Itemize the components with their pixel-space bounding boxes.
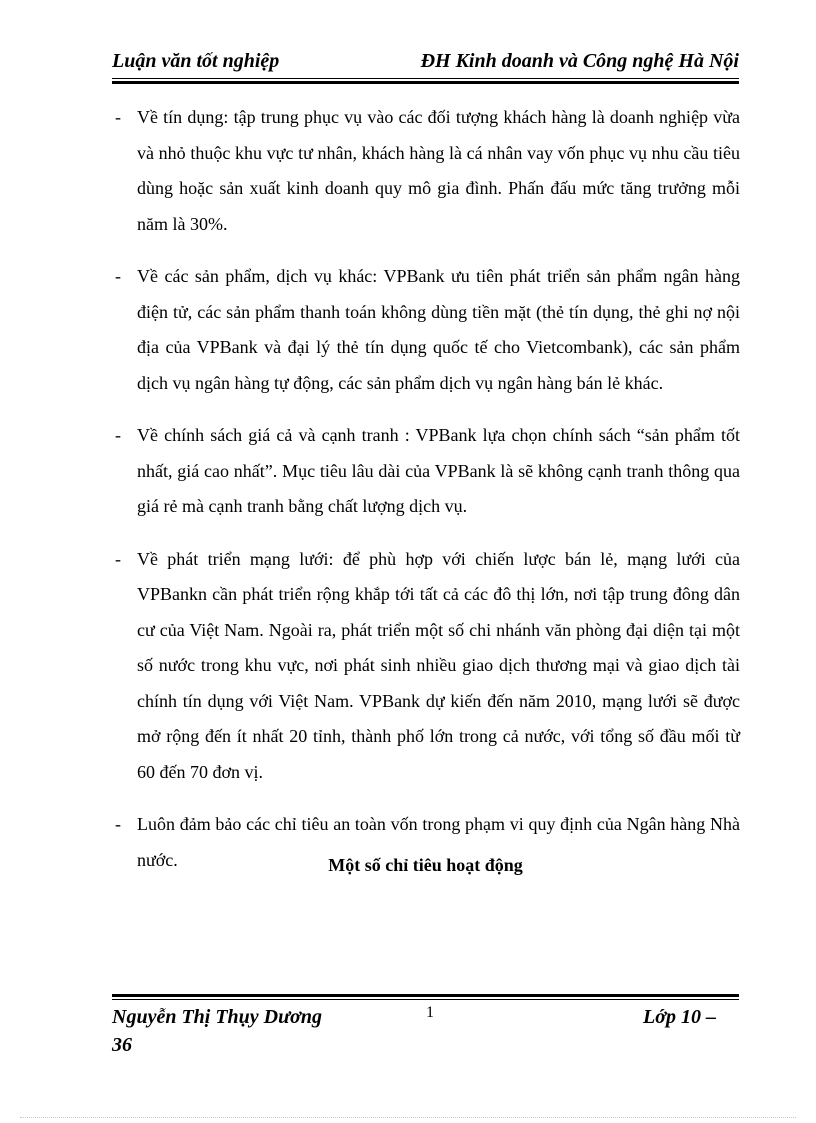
bullet-marker: - <box>115 814 121 834</box>
section-title: Một số chỉ tiêu hoạt động <box>328 855 523 875</box>
page-edge-divider <box>20 1117 796 1118</box>
bullet-marker: - <box>115 266 121 286</box>
bullet-text: Về chính sách giá cả và cạnh tranh : VPBank lựa chọn chính sách “sản phẩm tốt nhất, giá cao nhất”. Mục tiêu lâu dài của VPBank là sẽ không cạnh tranh thông qua giá rẻ mà cạnh tranh bằng chất lượng dịch vụ. <box>137 425 740 516</box>
bullet-text: Về các sản phẩm, dịch vụ khác: VPBank ưu tiên phát triển sản phẩm ngân hàng điện tử, các sản phẩm thanh toán không dùng tiền mặt (thẻ tín dụng, thẻ ghi nợ nội địa của VPBank và đại lý thẻ tín dụng quốc tế cho Vietcombank), các sản phẩm dịch vụ ngân hàng tự động, các sản phẩm dịch vụ ngân hàng bán lẻ khác. <box>137 266 740 393</box>
footer-class-label: Lớp 10 – <box>643 1006 716 1028</box>
bullet-marker: - <box>115 425 121 445</box>
footer-page-number: 1 <box>426 1004 434 1021</box>
bullet-pricing <box>113 418 740 525</box>
bullet-text: Về phát triển mạng lưới: để phù hợp với chiến lược bán lẻ, mạng lưới của VPBankn cần phát triển rộng khắp tới tất cả các đô thị lớn, nơi tập trung đông dân cư của Việt Nam. Ngoài ra, phát triển một số chi nhánh văn phòng đại diện tại một số nước trong khu vực, nơi phát sinh nhiều giao dịch thương mại và giao dịch tài chính tín dụng với Việt Nam. VPBank dự kiến đến năm 2010, mạng lưới sẽ được mở rộng đến ít nhất 20 tỉnh, thành phố lớn trong cả nước, với tổng số đầu mối từ 60 đến 70 đơn vị. <box>137 548 740 782</box>
bullet-products <box>113 259 740 401</box>
bullet-network <box>113 542 740 791</box>
bullet-marker: - <box>115 548 121 569</box>
header-thesis-label: Luận văn tốt nghiệp <box>112 50 280 72</box>
bullet-marker: - <box>115 107 121 127</box>
bullet-text: Về tín dụng: tập trung phục vụ vào các đối tượng khách hàng là doanh nghiệp vừa và nhỏ thuộc khu vực tư nhân, khách hàng là cá nhân vay vốn phục vụ nhu cầu tiêu dùng hoặc sản xuất kinh doanh quy mô gia đình. Phấn đấu mức tăng trưởng mỗi năm là 30%. <box>137 107 740 234</box>
page-header <box>112 50 739 76</box>
footer-class-number: 36 <box>112 1034 132 1056</box>
body-content <box>113 100 740 895</box>
header-university-label: ĐH Kinh doanh và Công nghệ Hà Nội <box>420 50 739 72</box>
footer-rule-thick <box>112 994 739 997</box>
header-rule-thick <box>112 81 739 84</box>
footer-rule-thin <box>112 999 739 1000</box>
bullet-credit <box>113 100 740 242</box>
bullet-text: Luôn đảm bảo các chỉ tiêu an toàn vốn trong phạm vi quy định của Ngân hàng Nhà nước. <box>137 814 740 870</box>
footer-author: Nguyễn Thị Thụy Dương <box>112 1006 322 1028</box>
header-rule-thin <box>112 78 739 79</box>
